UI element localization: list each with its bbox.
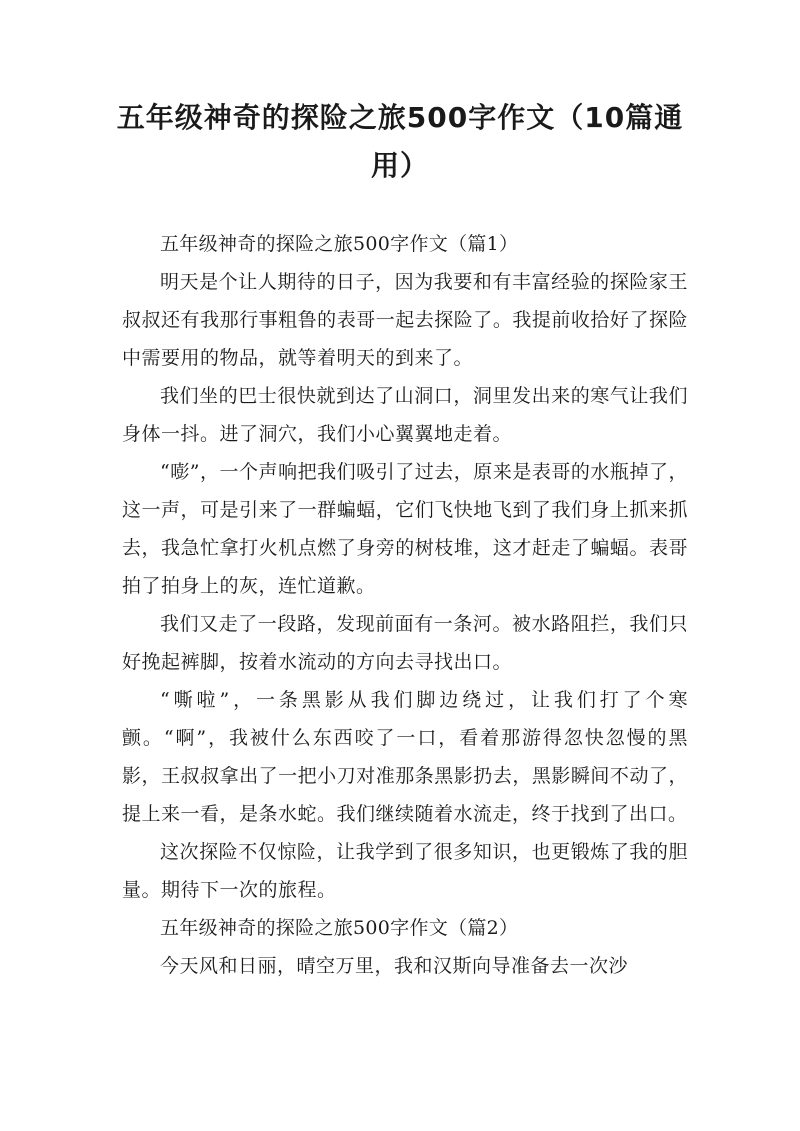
- paragraph: 这次探险不仅惊险，让我学到了很多知识，也更锻炼了我的胆量。期待下一次的旅程。: [122, 841, 688, 901]
- paragraph: “嘭”，一个声响把我们吸引了过去，原来是表哥的水瓶掉了，这一声，可是引来了一群蝙蝠，它们飞快地飞到了我们身上抓来抓去，我急忙拿打火机点燃了身旁的树枝堆，这才赶走了蝙蝠。表哥拍了拍身上的灰，连忙道歉。: [122, 461, 688, 597]
- section-heading-2: 五年级神奇的探险之旅500字作文（篇2）: [160, 917, 519, 939]
- document-body: [122, 225, 688, 985]
- paragraph: “嘶啦”，一条黑影从我们脚边绕过，让我们打了个寒颤。“啊”，我被什么东西咬了一口，看着那游得忽快忽慢的黑影，王叔叔拿出了一把小刀对准那条黑影扔去，黑影瞬间不动了，提上来一看，是条水蛇。我们继续随着水流走，终于找到了出口。: [122, 689, 688, 825]
- paragraph: 我们又走了一段路，发现前面有一条河。被水路阻拦，我们只好挽起裤脚，按着水流动的方向去寻找出口。: [122, 613, 688, 673]
- paragraph: 我们坐的巴士很快就到达了山洞口，洞里发出来的寒气让我们身体一抖。进了洞穴，我们小心翼翼地走着。: [122, 385, 688, 445]
- paragraph: 今天风和日丽，晴空万里，我和汉斯向导准备去一次沙: [160, 955, 629, 977]
- section-heading-1: 五年级神奇的探险之旅500字作文（篇1）: [160, 233, 519, 255]
- paragraph: 明天是个让人期待的日子，因为我要和有丰富经验的探险家王叔叔还有我那行事粗鲁的表哥一起去探险了。我提前收拾好了探险中需要用的物品，就等着明天的到来了。: [122, 271, 688, 369]
- document-title: 五年级神奇的探险之旅500字作文（10篇通用）: [116, 101, 684, 182]
